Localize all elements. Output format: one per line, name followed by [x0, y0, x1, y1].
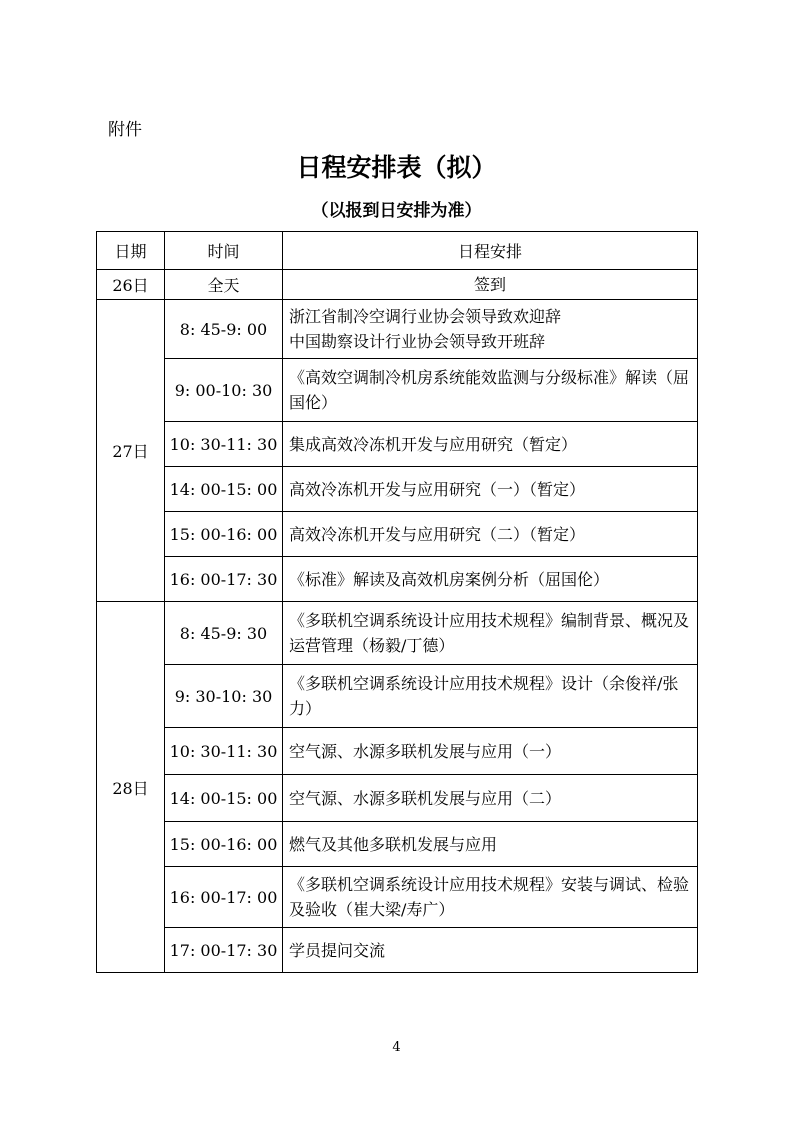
- table-row: [97, 270, 698, 300]
- time-cell: 15: 00-16: 00: [165, 512, 283, 557]
- schedule-body: [97, 270, 698, 973]
- table-row: [97, 557, 698, 602]
- time-cell: 16: 00-17: 30: [165, 557, 283, 602]
- page-title: 日程安排表（拟）: [296, 153, 497, 182]
- header-time: 时间: [165, 232, 283, 270]
- schedule-item-cell: 签到: [283, 270, 698, 300]
- schedule-item-cell: 《标准》解读及高效机房案例分析（屈国伦）: [283, 557, 698, 602]
- table-row: [97, 728, 698, 775]
- header-date: 日期: [97, 232, 165, 270]
- time-cell: 17: 00-17: 30: [165, 928, 283, 973]
- schedule-item-cell: 高效冷冻机开发与应用研究（二）（暂定）: [283, 512, 698, 557]
- time-cell: 14: 00-15: 00: [165, 775, 283, 822]
- table-row: [97, 775, 698, 822]
- table-row: [97, 602, 698, 665]
- table-row: [97, 467, 698, 512]
- header-schedule: 日程安排: [283, 232, 698, 270]
- time-cell: 10: 30-11: 30: [165, 728, 283, 775]
- schedule-item-cell: 《多联机空调系统设计应用技术规程》设计（余俊祥/张力）: [283, 665, 698, 728]
- table-row: [97, 512, 698, 557]
- table-row: [97, 422, 698, 467]
- date-cell: 28日: [97, 602, 165, 973]
- time-cell: 10: 30-11: 30: [165, 422, 283, 467]
- date-cell: 27日: [97, 300, 165, 602]
- page-subtitle: （以报到日安排为准）: [311, 201, 482, 221]
- schedule-item-cell: 《多联机空调系统设计应用技术规程》编制背景、概况及运营管理（杨毅/丁德）: [283, 602, 698, 665]
- table-row: [97, 300, 698, 359]
- time-cell: 9: 30-10: 30: [165, 665, 283, 728]
- schedule-item-cell: 浙江省制冷空调行业协会领导致欢迎辞 中国勘察设计行业协会领导致开班辞: [283, 300, 698, 359]
- schedule-item-cell: 《多联机空调系统设计应用技术规程》安装与调试、检验及验收（崔大梁/寿广）: [283, 867, 698, 928]
- schedule-item-cell: 学员提问交流: [283, 928, 698, 973]
- schedule-table: [96, 231, 698, 973]
- table-header-row: [97, 232, 698, 270]
- schedule-item-cell: 集成高效冷冻机开发与应用研究（暂定）: [283, 422, 698, 467]
- time-cell: 全天: [165, 270, 283, 300]
- schedule-item-cell: 空气源、水源多联机发展与应用（一）: [283, 728, 698, 775]
- table-row: [97, 822, 698, 867]
- table-row: [97, 359, 698, 422]
- schedule-item-cell: 《高效空调制冷机房系统能效监测与分级标准》解读（屈国伦）: [283, 359, 698, 422]
- table-row: [97, 928, 698, 973]
- schedule-item-cell: 空气源、水源多联机发展与应用（二）: [283, 775, 698, 822]
- time-cell: 14: 00-15: 00: [165, 467, 283, 512]
- time-cell: 8: 45-9: 30: [165, 602, 283, 665]
- attachment-label: 附件: [108, 120, 142, 140]
- time-cell: 8: 45-9: 00: [165, 300, 283, 359]
- schedule-item-cell: 高效冷冻机开发与应用研究（一）（暂定）: [283, 467, 698, 512]
- date-cell: 26日: [97, 270, 165, 300]
- time-cell: 16: 00-17: 00: [165, 867, 283, 928]
- table-row: [97, 867, 698, 928]
- page-number: 4: [392, 1040, 401, 1055]
- table-row: [97, 665, 698, 728]
- time-cell: 15: 00-16: 00: [165, 822, 283, 867]
- schedule-item-cell: 燃气及其他多联机发展与应用: [283, 822, 698, 867]
- time-cell: 9: 00-10: 30: [165, 359, 283, 422]
